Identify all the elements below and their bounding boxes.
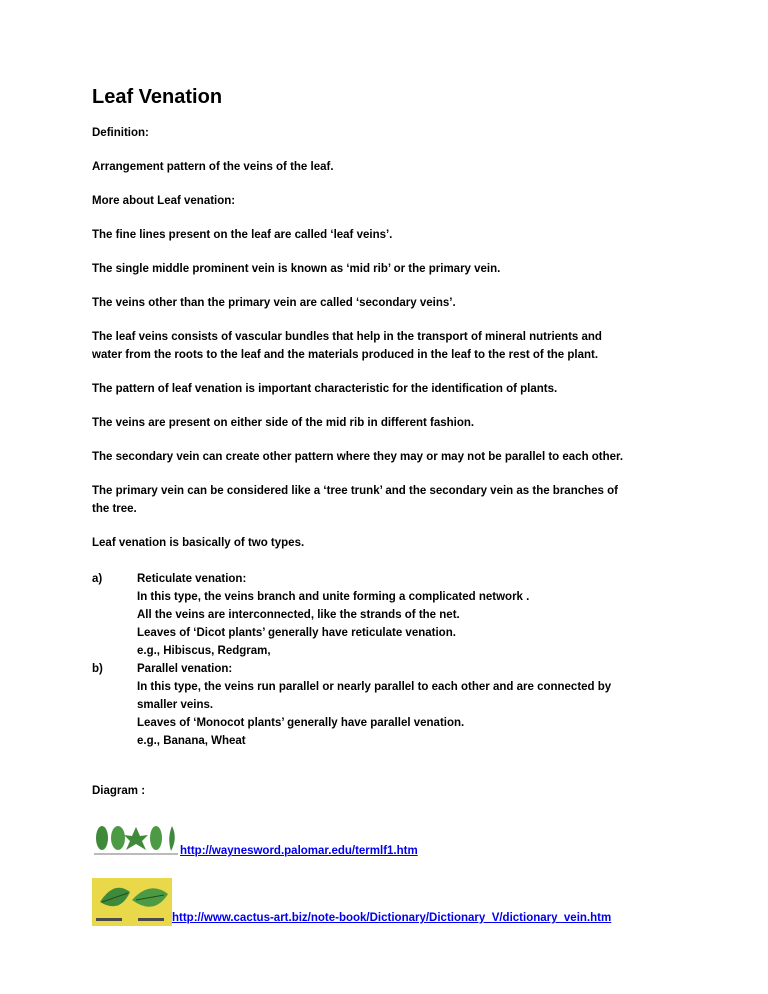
list-item-b-line: e.g., Banana, Wheat [137,735,246,747]
leaf-types-thumbnail [92,823,180,859]
list-item-b-line: In this type, the veins run parallel or nearly parallel to each other and are connected by [137,681,612,693]
paragraph: The secondary vein can create other pattern where they may or may not be parallel to each other. [92,451,624,463]
waynesword-link[interactable]: http://waynesword.palomar.edu/termlf1.htm [180,845,418,857]
paragraph: water from the roots to the leaf and the materials produced in the leaf to the rest of the plant. [92,349,599,361]
list-item-a-line: All the veins are interconnected, like the strands of the net. [137,609,460,621]
paragraph: The pattern of leaf venation is important characteristic for the identification of plants. [92,383,558,395]
paragraph: The veins are present on either side of the mid rib in different fashion. [92,417,475,429]
paragraph: The single middle prominent vein is known as ‘mid rib’ or the primary vein. [92,263,501,275]
list-marker-b: b) [92,663,103,675]
definition-text: Arrangement pattern of the veins of the leaf. [92,161,334,173]
more-heading: More about Leaf venation: [92,195,236,207]
page-title: Leaf Venation [92,86,223,108]
paragraph: The fine lines present on the leaf are called ‘leaf veins’. [92,229,393,241]
list-item-a-line: Leaves of ‘Dicot plants’ generally have reticulate venation. [137,627,456,639]
paragraph: The leaf veins consists of vascular bundles that help in the transport of mineral nutrients and [92,331,602,343]
list-marker-a: a) [92,573,103,585]
diagram-row-1 [92,823,418,859]
list-item-a-line: In this type, the veins branch and unite forming a complicated network . [137,591,530,603]
paragraph: the tree. [92,503,137,515]
list-item-a-title: Reticulate venation: [137,573,247,585]
types-intro: Leaf venation is basically of two types. [92,537,305,549]
list-item-b-line: smaller veins. [137,699,214,711]
paragraph: The primary vein can be considered like a ‘tree trunk’ and the secondary vein as the branches of [92,485,618,497]
list-item-b-title: Parallel venation: [137,663,233,675]
list-item-a-line: e.g., Hibiscus, Redgram, [137,645,271,657]
paragraph: The veins other than the primary vein are called ‘secondary veins’. [92,297,456,309]
diagram-row-2 [92,878,611,926]
cactus-art-link[interactable]: http://www.cactus-art.biz/note-book/Dictionary/Dictionary_V/dictionary_vein.htm [172,912,612,924]
vein-illustration-thumbnail [92,878,172,926]
definition-heading: Definition: [92,127,149,139]
diagram-label: Diagram : [92,785,146,797]
list-item-b-line: Leaves of ‘Monocot plants’ generally have parallel venation. [137,717,465,729]
